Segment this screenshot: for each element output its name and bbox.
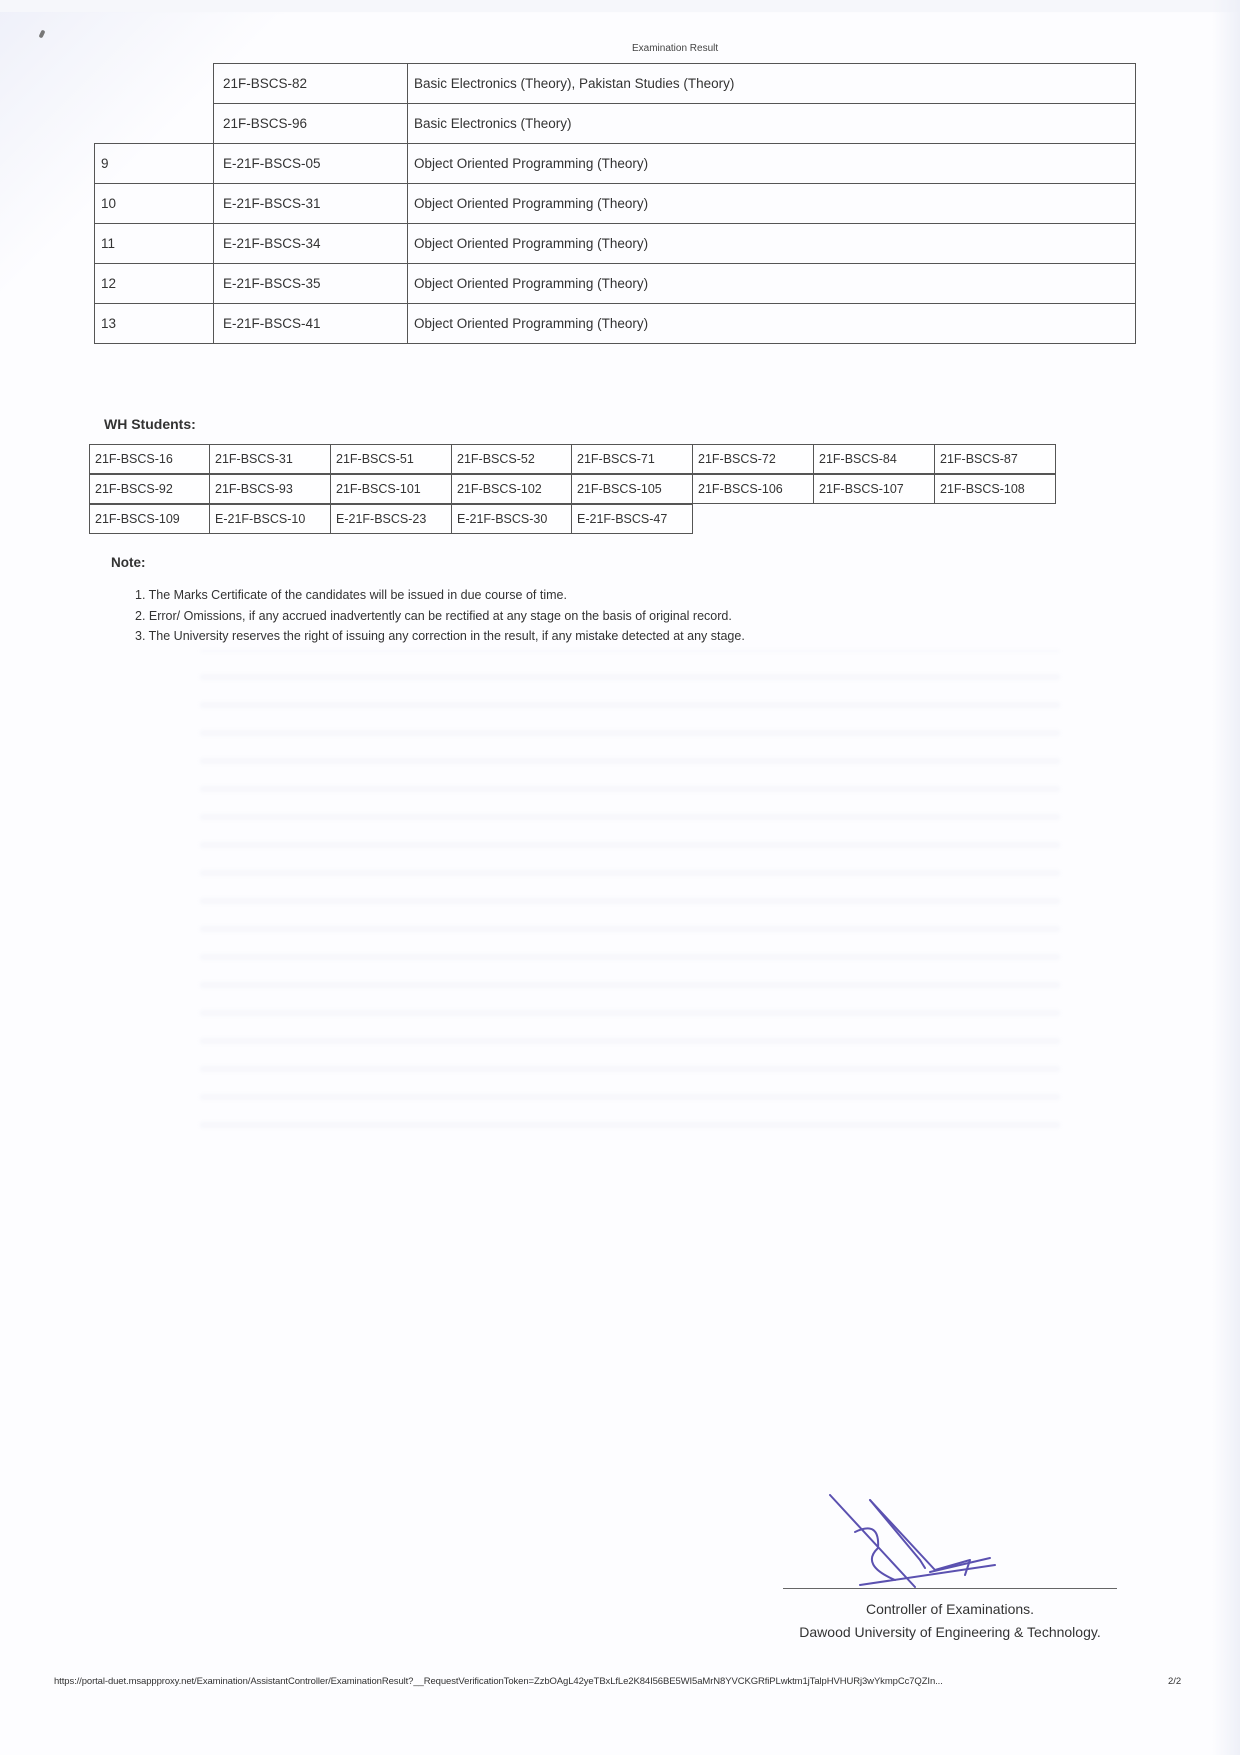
table-row	[95, 304, 1136, 344]
serial-number-cell: 10	[95, 184, 214, 224]
wh-student-cell: 21F-BSCS-84	[813, 444, 935, 474]
running-header-title: Examination Result	[632, 43, 719, 54]
roll-number-cell: E-21F-BSCS-41	[214, 304, 408, 344]
wh-student-cell: E-21F-BSCS-10	[209, 504, 331, 534]
wh-student-cell: 21F-BSCS-31	[209, 444, 331, 474]
wh-student-cell: E-21F-BSCS-30	[451, 504, 573, 534]
subjects-cell: Object Oriented Programming (Theory)	[408, 224, 1136, 264]
subjects-cell: Object Oriented Programming (Theory)	[408, 184, 1136, 224]
wh-student-cell: 21F-BSCS-109	[89, 504, 211, 534]
serial-number-cell: 12	[95, 264, 214, 304]
table-row	[95, 224, 1136, 264]
wh-student-cell: 21F-BSCS-16	[89, 444, 211, 474]
table-row	[95, 264, 1136, 304]
serial-number-cell	[95, 104, 214, 144]
wh-student-cell: 21F-BSCS-52	[451, 444, 573, 474]
wh-student-cell: 21F-BSCS-93	[209, 474, 331, 504]
table-row	[95, 144, 1136, 184]
serial-number-cell	[95, 64, 214, 104]
roll-number-cell: E-21F-BSCS-05	[214, 144, 408, 184]
roll-number-cell: E-21F-BSCS-31	[214, 184, 408, 224]
wh-student-cell: 21F-BSCS-101	[330, 474, 452, 504]
subjects-cell: Object Oriented Programming (Theory)	[408, 264, 1136, 304]
serial-number-cell: 11	[95, 224, 214, 264]
note-item: 3. The University reserves the right of issuing any correction in the result, if any mistake detected at any stage.	[135, 629, 745, 643]
serial-number-cell: 13	[95, 304, 214, 344]
wh-student-cell: 21F-BSCS-106	[692, 474, 814, 504]
wh-student-cell: E-21F-BSCS-47	[571, 504, 693, 534]
wh-student-cell: 21F-BSCS-92	[89, 474, 211, 504]
table-row	[95, 184, 1136, 224]
wh-student-cell: 21F-BSCS-107	[813, 474, 935, 504]
wh-student-cell: 21F-BSCS-102	[451, 474, 573, 504]
subjects-cell: Basic Electronics (Theory), Pakistan Studies (Theory)	[408, 64, 1136, 104]
footer-url: https://portal-duet.msappproxy.net/Examination/AssistantController/ExaminationResult?__RequestVerificationToken=ZzbOAgL42yeTBxLfLe2K84I56BE5WI5aMrN8YVCKGRfiPLwktm1jTalpHVHURj3wYkmpCc7QZIn...	[54, 1676, 943, 1687]
note-list	[135, 585, 745, 647]
note-item: 2. Error/ Omissions, if any accrued inadvertently can be rectified at any stage on the basis of original record.	[135, 608, 732, 623]
scan-edge-right	[1212, 0, 1240, 1755]
roll-number-cell: 21F-BSCS-96	[214, 104, 408, 144]
table-row	[95, 104, 1136, 144]
footer-page-number: 2/2	[1168, 1676, 1182, 1687]
subjects-cell: Basic Electronics (Theory)	[408, 104, 1136, 144]
wh-students-title: WH Students:	[104, 416, 196, 432]
wh-student-cell: 21F-BSCS-51	[330, 444, 452, 474]
signature-icon	[820, 1490, 1020, 1590]
roll-number-cell: E-21F-BSCS-34	[214, 224, 408, 264]
wh-student-cell: 21F-BSCS-108	[934, 474, 1056, 504]
reverse-side-bleed-through	[200, 650, 1060, 1150]
wh-student-cell: 21F-BSCS-87	[934, 444, 1056, 474]
signatory-organization: Dawood University of Engineering & Technology.	[799, 1624, 1101, 1640]
signature-line	[783, 1588, 1117, 1589]
note-item: 1. The Marks Certificate of the candidates will be issued in due course of time.	[135, 588, 567, 602]
serial-number-cell: 9	[95, 144, 214, 184]
subjects-cell: Object Oriented Programming (Theory)	[408, 144, 1136, 184]
wh-student-cell: 21F-BSCS-71	[571, 444, 693, 474]
wh-student-cell: E-21F-BSCS-23	[330, 504, 452, 534]
roll-number-cell: 21F-BSCS-82	[214, 64, 408, 104]
scan-edge-top	[0, 0, 1240, 12]
signatory-title: Controller of Examinations.	[865, 1601, 1035, 1617]
subjects-cell: Object Oriented Programming (Theory)	[408, 304, 1136, 344]
roll-number-cell: E-21F-BSCS-35	[214, 264, 408, 304]
note-title: Note:	[111, 555, 146, 570]
table-row	[95, 64, 1136, 104]
wh-student-cell: 21F-BSCS-72	[692, 444, 814, 474]
wh-student-cell: 21F-BSCS-105	[571, 474, 693, 504]
result-table	[94, 63, 1136, 344]
